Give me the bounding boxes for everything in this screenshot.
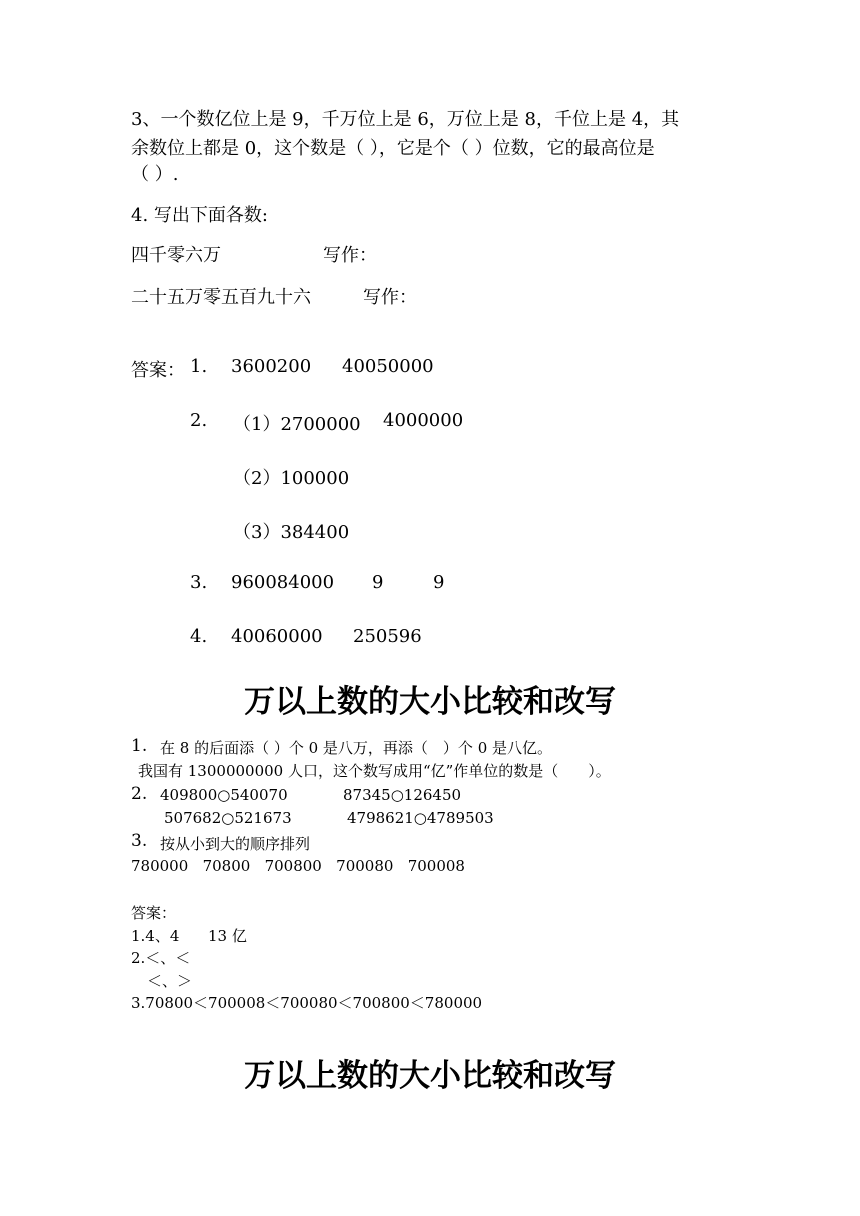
section-title: 万以上数的大小比较和改写 [244, 684, 616, 720]
section-q1-line2: 我国有 1300000000 人口，这个数写成用“亿”作单位的数是（ ）。 [138, 762, 611, 780]
q4-item2-number: 二十五万零五百九十六 [131, 287, 311, 308]
answers1-a4-v1: 40060000 [231, 626, 323, 647]
answers1-a1-v2: 40050000 [342, 356, 434, 377]
section-q2-c: 507682○521673 [164, 809, 292, 827]
answers1-a3-v2: 9 [372, 572, 384, 593]
answers1-a4-v2: 250596 [353, 626, 422, 647]
section-q3-text: 按从小到大的顺序排列 [160, 835, 311, 853]
section-q3-num: 3. [131, 831, 148, 851]
answers1-label: 答案： [131, 360, 185, 381]
answers1-a2-2: （2）100000 [233, 468, 350, 489]
section-q2-num: 2. [131, 784, 148, 804]
section-q3-numbers: 780000 70800 700800 700080 700008 [131, 857, 465, 875]
q3-line1: 3、一个数亿位上是 9，千万位上是 6，万位上是 8，千位上是 4，其 [131, 109, 680, 130]
answers1-a4-num: 4. [190, 626, 208, 647]
section-q1-line1: 在 8 的后面添（ ）个 0 是八万，再添（ ）个 0 是八亿。 [160, 739, 553, 757]
answers2-line4: 3.70800＜700008＜700080＜700800＜780000 [131, 994, 483, 1012]
footer-title: 万以上数的大小比较和改写 [244, 1058, 616, 1094]
answers1-a2-num: 2. [190, 410, 208, 431]
section-q2-a: 409800○540070 [160, 786, 288, 804]
answers1-a2-1: （1）2700000 [233, 414, 361, 435]
answers1-a1-v1: 3600200 [231, 356, 312, 377]
q4-item1-label: 写作： [323, 245, 377, 266]
answers1-a3-num: 3. [190, 572, 208, 593]
q3-line2: 余数位上都是 0，这个数是（ ），它是个（ ）位数，它的最高位是 [131, 138, 655, 159]
section-q2-d: 4798621○4789503 [347, 809, 494, 827]
answers1-a2-1b: 4000000 [383, 410, 464, 431]
answers2-line1: 1.4、4 13 亿 [131, 927, 247, 945]
answers2-label: 答案： [131, 904, 177, 922]
answers2-line2: 2.＜、＜ [131, 949, 191, 967]
answers1-a1-num: 1. [190, 356, 208, 377]
q4-heading: 4. 写出下面各数: [131, 205, 268, 226]
q4-item1-number: 四千零六万 [131, 245, 221, 266]
answers1-a2-3: （3）384400 [233, 522, 350, 543]
section-q2-b: 87345○126450 [343, 786, 462, 804]
section-q1-num: 1. [131, 736, 148, 756]
answers1-a3-v3: 9 [433, 572, 445, 593]
q4-item2-label: 写作： [363, 287, 417, 308]
answers1-a3-v1: 960084000 [231, 572, 335, 593]
q3-line3: （ ）. [131, 164, 179, 185]
answers2-line3: ＜、＞ [147, 972, 193, 990]
